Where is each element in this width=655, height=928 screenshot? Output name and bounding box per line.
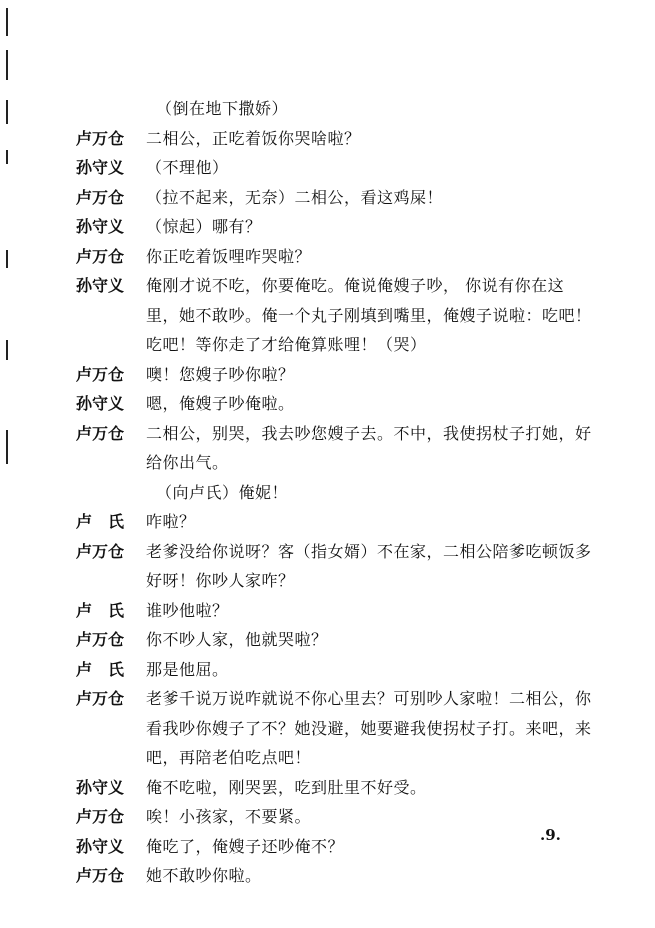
speaker-name: 孙守义 [76, 777, 125, 797]
dialogue-text: 俺不吃啦，刚哭罢，吃到肚里不好受。 [146, 777, 427, 797]
speaker-name: 卢万仓 [76, 187, 125, 207]
binding-edge-mark [6, 50, 8, 80]
speaker-name: 卢万仓 [76, 128, 125, 148]
speaker-name: 卢万仓 [76, 630, 125, 649]
dialogue-text: 你正吃着饭哩咋哭啦？ [146, 246, 312, 266]
dialogue-line [76, 832, 596, 862]
dialogue-text: 咋啦？ [146, 512, 196, 531]
binding-edge-mark [6, 430, 8, 464]
dialogue-line [76, 625, 596, 655]
dialogue-line [76, 389, 596, 419]
speaker-name: 卢万仓 [76, 807, 125, 826]
stage-direction-line [76, 478, 596, 508]
dialogue-line [76, 360, 596, 390]
speaker-name: 孙守义 [76, 217, 125, 236]
dialogue-text: 老爹没给你说呀？客（指女婿）不在家，二相公陪爹吃顿饭多好呀！你吵人家咋？ [146, 541, 592, 590]
stage-direction-line [76, 94, 596, 124]
speaker-name: 卢万仓 [76, 364, 125, 384]
dialogue-line [76, 183, 596, 213]
binding-edge-mark [6, 150, 8, 164]
dialogue-line [76, 802, 596, 832]
dialogue-text: 那是他屈。 [146, 659, 229, 679]
dialogue-text: 你不吵人家，他就哭啦？ [146, 630, 328, 649]
dialogue-line [76, 537, 596, 596]
speaker-name: 孙守义 [76, 276, 125, 295]
dialogue-line [76, 212, 596, 242]
dialogue-text: （不理他） [146, 158, 229, 177]
binding-edge-mark [6, 340, 8, 360]
speaker-name: 孙守义 [76, 394, 125, 413]
binding-edge-mark [6, 250, 8, 268]
binding-edge-mark [6, 100, 8, 124]
script-dialogue [76, 94, 596, 891]
binding-edge-mark [6, 8, 8, 36]
dialogue-line [76, 271, 596, 360]
speaker-name: 孙守义 [76, 836, 125, 856]
speaker-name: 卢万仓 [76, 246, 125, 266]
speaker-name: 卢万仓 [76, 423, 125, 443]
dialogue-text: （惊起）哪有？ [146, 217, 262, 236]
dialogue-text: 嗯，俺嫂子吵俺啦。 [146, 394, 295, 413]
speaker-name: 卢万仓 [76, 541, 125, 561]
dialogue-text: 俺刚才说不吃，你要俺吃。俺说俺嫂子吵， 你说有你在这里，她不敢吵。俺一个丸子刚填到嘴里，俺嫂子说啦：吃吧！吃吧！等你走了才给俺算账哩！（哭） [146, 276, 592, 354]
stage-direction: （倒在地下撒娇） [156, 99, 289, 118]
dialogue-line [76, 773, 596, 803]
page-number: .9. [540, 826, 561, 844]
dialogue-text: 俺吃了，俺嫂子还吵俺不？ [146, 836, 345, 856]
dialogue-text: 二相公，别哭，我去吵您嫂子去。不中，我使拐杖子打她，好给你出气。 [146, 423, 592, 472]
dialogue-line [76, 242, 596, 272]
dialogue-text: 她不敢吵你啦。 [146, 866, 262, 885]
dialogue-line [76, 684, 596, 773]
speaker-name: 卢 氏 [76, 512, 125, 531]
dialogue-line [76, 153, 596, 183]
dialogue-line [76, 655, 596, 685]
dialogue-text: 唉！小孩家，不要紧。 [146, 807, 312, 826]
dialogue-line [76, 124, 596, 154]
dialogue-line [76, 419, 596, 478]
speaker-name: 孙守义 [76, 158, 125, 177]
dialogue-line [76, 861, 596, 891]
speaker-name: 卢 氏 [76, 659, 125, 679]
stage-direction: （向卢氏）俺妮！ [156, 482, 289, 502]
dialogue-text: 二相公，正吃着饭你哭啥啦？ [146, 128, 361, 148]
dialogue-text: 谁吵他啦？ [146, 600, 229, 620]
dialogue-line [76, 596, 596, 626]
dialogue-text: （拉不起来，无奈）二相公，看这鸡屎！ [146, 187, 444, 207]
speaker-name: 卢 氏 [76, 600, 125, 620]
speaker-name: 卢万仓 [76, 689, 125, 708]
dialogue-text: 老爹千说万说咋就说不你心里去？可别吵人家啦！二相公，你看我吵你嫂子了不？她没避，她要避我使拐杖子打。来吧，来吧，再陪老伯吃点吧！ [146, 689, 592, 767]
speaker-name: 卢万仓 [76, 866, 125, 885]
dialogue-text: 噢！您嫂子吵你啦？ [146, 364, 295, 384]
dialogue-line [76, 507, 596, 537]
